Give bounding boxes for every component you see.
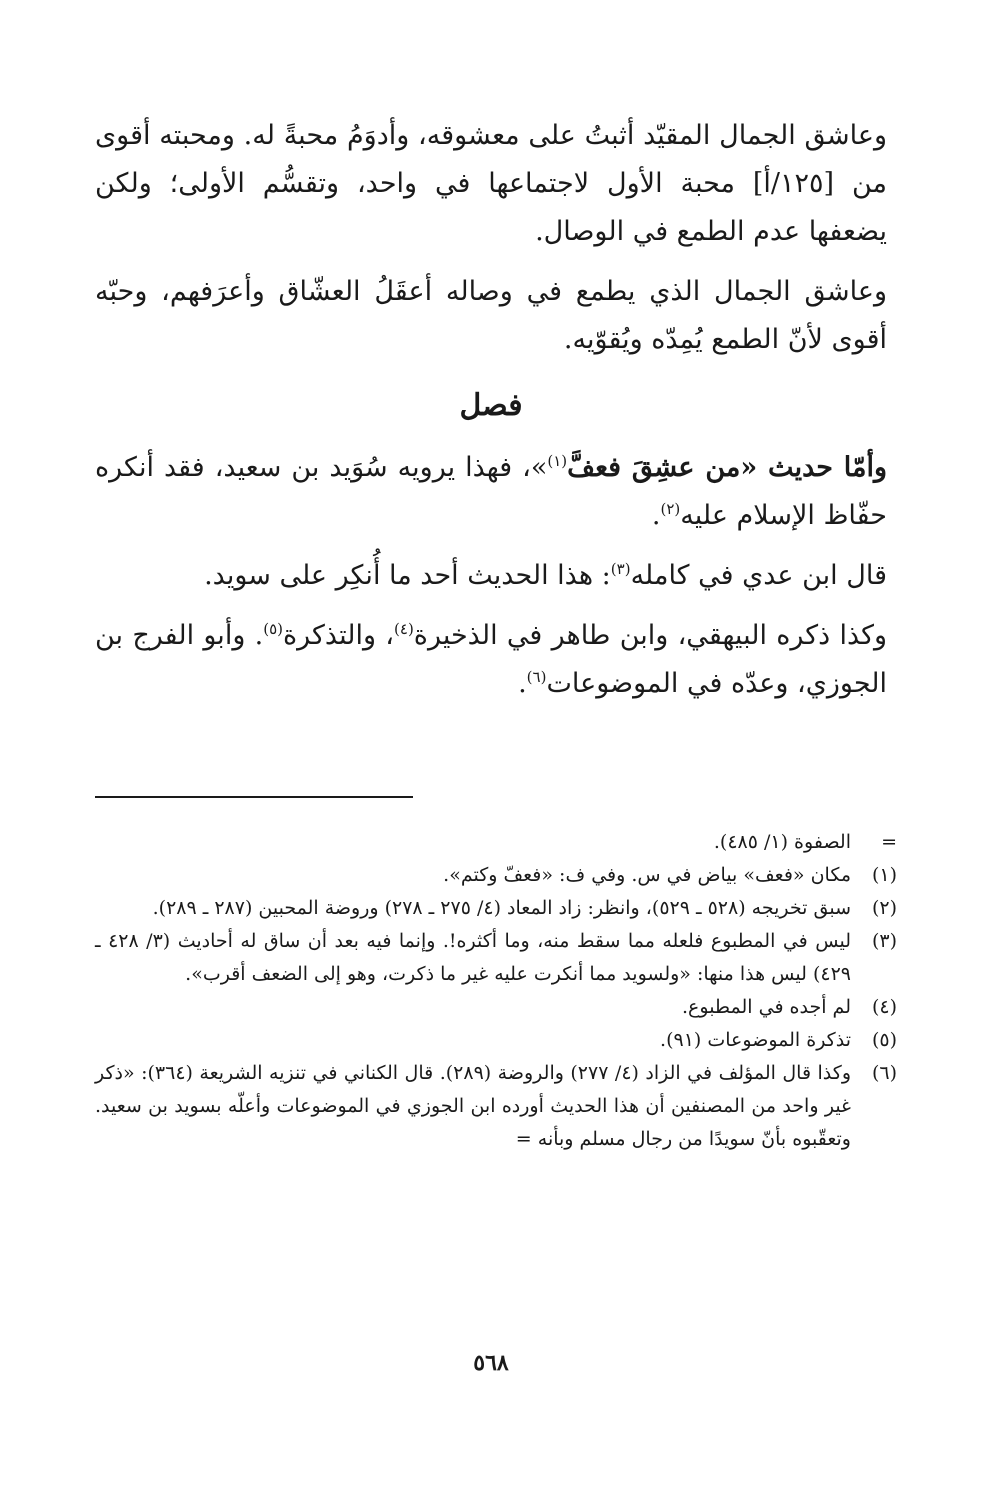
footnote-ref-4: (٤) [394,620,414,638]
footnote-text: لم أجده في المطبوع. [682,996,851,1018]
footnote-number: (٣) [871,930,897,952]
footnote-text: الصفوة (١/ ٤٨٥). [713,831,851,853]
footnote-number: (٦) [871,1062,897,1084]
footnote-text: تذكرة الموضوعات (٩١). [660,1029,851,1051]
paragraph-2: وعاشق الجمال الذي يطمع في وصاله أعقَلُ العشّاق وأعرَفهم، وحبّه أقوى لأنّ الطمع يُمِدّه ويُقوّيه. [95,276,887,355]
footnote-number: (٥) [871,1029,897,1051]
footnote-text: وكذا قال المؤلف في الزاد (٤/ ٢٧٧) والروضة (٢٨٩). قال الكناني في تنزيه الشريعة (٣٦٤): «ذكر غير واحد من المصنفين أن هذا الحديث أورده ابن الجوزي في الموضوعات وأعلّه بسويد بن سعيد. وتعقّبوه بأنّ سويدًا من رجال مسلم وبأنه = [95,1062,851,1150]
main-text [95,112,887,720]
footnote-4 [95,991,897,1024]
paragraph-3 [95,444,887,540]
paragraph-3-end: . [651,500,661,531]
footnote-2 [95,892,897,925]
footnote-1 [95,859,897,892]
section-heading: فصل [459,388,523,423]
footnotes [95,826,897,1156]
footnote-number: (١) [871,864,897,886]
footnote-separator [95,796,413,798]
footnote-number: = [881,831,897,853]
footnote-text: مكان «فعف» بياض في س. وفي ف: «فعفّ وكتم». [443,864,851,886]
paragraph-3-text: »، فهذا يرويه سُوَيد بن سعيد، فقد أنكره حفّاظ الإسلام عليه [95,452,887,531]
paragraph-5-text-d: . [518,668,527,699]
footnote-text: سبق تخريجه (٥٢٨ ـ ٥٢٩)، وانظر: زاد المعاد (٤/ ٢٧٥ ـ ٢٧٨) وروضة المحبين (٢٨٧ ـ ٢٨٩). [152,897,851,919]
footnote-5 [95,1024,897,1057]
paragraph-4-text-a: قال ابن عدي في كامله [630,560,887,591]
paragraph-5 [95,612,887,708]
footnote-ref-1: (١) [547,452,568,470]
footnote-text: ليس في المطبوع فلعله مما سقط منه، وما أكثره!. وإنما فيه بعد أن ساق له أحاديث (٣/ ٤٢٨ ـ ٤٢٩) ليس هذا منها: «ولسويد مما أنكرت عليه غير ما ذكرت، وهو إلى الضعف أقرب». [95,930,851,985]
footnote-ref-3: (٣) [610,560,631,578]
footnote-6 [95,1057,897,1156]
footnote-ref-5: (٥) [263,620,284,638]
footnote-ref-6: (٦) [526,668,547,686]
paragraph-1: وعاشق الجمال المقيّد أثبتُ على معشوقه، وأدوَمُ محبةً له. ومحبته أقوى من [١٢٥/أ] محبة الأول لاجتماعها في واحد، وتقسُّم الأولى؛ ولكن يضعفها عدم الطمع في الوصال. [95,120,887,247]
footnote-number: (٢) [871,897,897,919]
paragraph-4-text-b: : هذا الحديث أحد ما أُنكِر على سويد. [204,560,611,591]
footnote-continued [95,826,897,859]
paragraph-4 [95,552,887,600]
hadith-lead: وأمّا حديث «من عشِقَ فعفَّ [567,452,887,483]
paragraph-5-text-b: ، والتذكرة [283,620,395,651]
page-number: ٥٦٨ [473,1350,509,1376]
footnote-ref-2: (٢) [660,500,681,518]
footnote-3 [95,925,897,991]
paragraph-5-text-c: . وأبو الفرج بن الجوزي، وعدّه في الموضوعات [95,620,887,699]
footnote-number: (٤) [871,996,897,1018]
paragraph-5-text-a: وكذا ذكره البيهقي، وابن طاهر في الذخيرة [413,620,888,651]
